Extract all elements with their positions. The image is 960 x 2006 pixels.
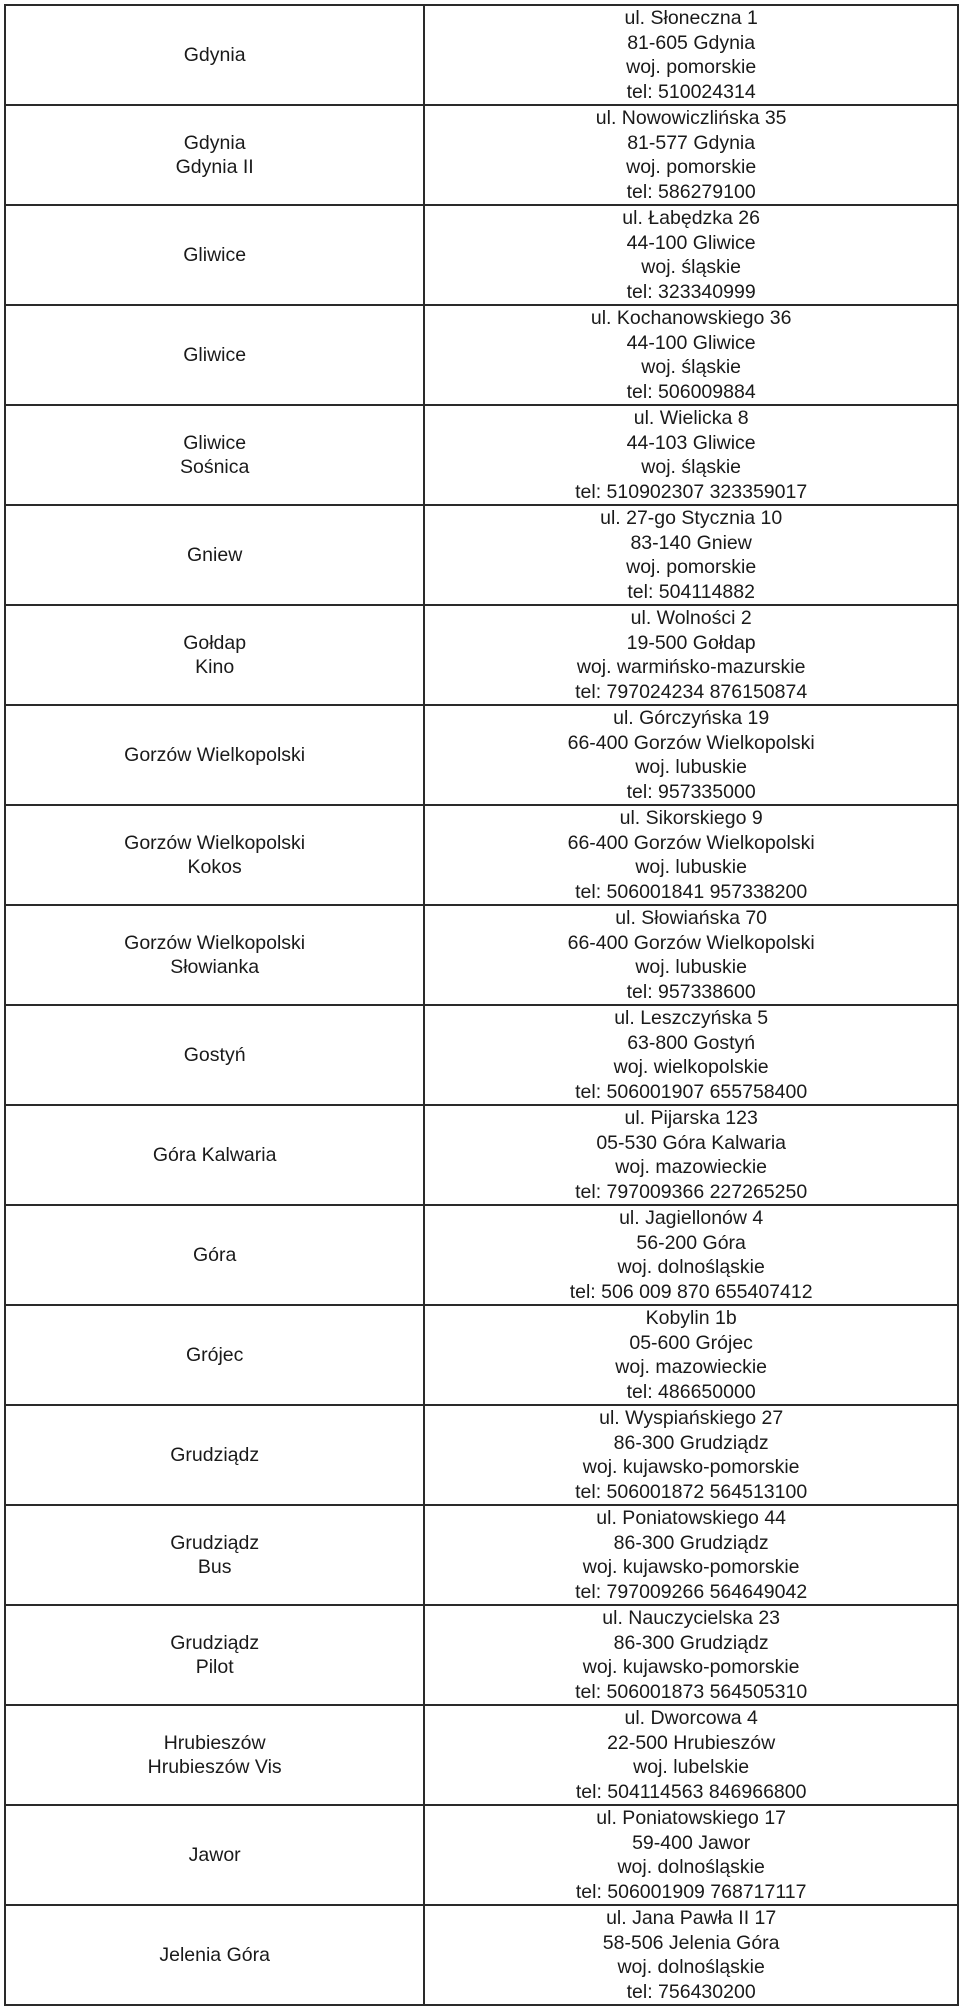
- city-cell: [5, 305, 424, 405]
- city-cell: [5, 105, 424, 205]
- street-address: ul. Nowowiczlińska 35: [595, 107, 787, 129]
- street-address: ul. Słoneczna 1: [624, 7, 758, 29]
- street-address: ul. Wyspiańskiego 27: [599, 1407, 784, 1429]
- city-cell: [5, 1605, 424, 1705]
- phone-number: tel: 510024314: [626, 80, 756, 103]
- postal-code-city: 22-500 Hrubieszów: [607, 1731, 776, 1754]
- city-name: Jelenia Góra: [159, 1943, 270, 1966]
- phone-number: tel: 506009884: [626, 380, 756, 403]
- city-name: Gliwice: [183, 343, 247, 366]
- phone-number: tel: 506001872 564513100: [575, 1480, 808, 1503]
- city-name: Góra Kalwaria: [152, 1143, 277, 1166]
- street-address: ul. Poniatowskiego 44: [596, 1507, 787, 1529]
- table-row: [5, 405, 958, 505]
- address-cell: [424, 1905, 958, 2005]
- city-name: Gorzów Wielkopolski: [124, 931, 306, 954]
- city-name: Grudziądz: [170, 1443, 260, 1466]
- city-cell: [5, 1805, 424, 1905]
- address-cell: [424, 1205, 958, 1305]
- phone-number: tel: 323340999: [626, 280, 756, 303]
- location-table-body: [5, 5, 958, 2005]
- city-name: Gołdap: [183, 631, 247, 654]
- postal-code-city: 44-100 Gliwice: [626, 331, 756, 354]
- street-address: ul. Wolności 2: [630, 607, 752, 629]
- postal-code-city: 66-400 Gorzów Wielkopolski: [567, 831, 815, 854]
- phone-number: tel: 797024234 876150874: [575, 680, 808, 703]
- location-name: Słowianka: [170, 956, 260, 978]
- city-cell: [5, 1505, 424, 1605]
- address-cell: [424, 705, 958, 805]
- table-row: [5, 1805, 958, 1905]
- city-cell: [5, 1005, 424, 1105]
- voivodeship: woj. dolnośląskie: [617, 1256, 765, 1278]
- voivodeship: woj. śląskie: [641, 456, 741, 478]
- street-address: ul. Jagiellonów 4: [619, 1207, 764, 1229]
- postal-code-city: 56-200 Góra: [636, 1231, 746, 1254]
- city-name: Gliwice: [183, 431, 247, 454]
- city-cell: [5, 1205, 424, 1305]
- phone-number: tel: 504114563 846966800: [575, 1780, 807, 1803]
- postal-code-city: 44-103 Gliwice: [626, 431, 756, 454]
- table-row: [5, 805, 958, 905]
- street-address: ul. 27-go Stycznia 10: [600, 507, 783, 529]
- voivodeship: woj. kujawsko-pomorskie: [582, 1456, 800, 1478]
- city-name: Gorzów Wielkopolski: [124, 831, 306, 854]
- postal-code-city: 86-300 Grudziądz: [613, 1531, 769, 1554]
- phone-number: tel: 506001907 655758400: [575, 1080, 808, 1103]
- voivodeship: woj. pomorskie: [626, 56, 757, 78]
- city-cell: [5, 805, 424, 905]
- postal-code-city: 59-400 Jawor: [632, 1831, 751, 1854]
- phone-number: tel: 797009266 564649042: [575, 1580, 808, 1603]
- location-name: Gdynia II: [175, 156, 254, 178]
- table-row: [5, 505, 958, 605]
- city-name: Gostyń: [183, 1043, 246, 1066]
- address-cell: [424, 405, 958, 505]
- phone-number: tel: 756430200: [626, 1980, 756, 2003]
- address-cell: [424, 1005, 958, 1105]
- table-row: [5, 1905, 958, 2005]
- city-name: Jawor: [188, 1843, 241, 1866]
- postal-code-city: 58-506 Jelenia Góra: [602, 1931, 780, 1954]
- address-cell: [424, 105, 958, 205]
- postal-code-city: 05-530 Góra Kalwaria: [596, 1131, 786, 1154]
- voivodeship: woj. pomorskie: [626, 556, 757, 578]
- street-address: ul. Kochanowskiego 36: [590, 307, 792, 329]
- city-name: Góra: [192, 1243, 237, 1266]
- city-cell: [5, 1305, 424, 1405]
- phone-number: tel: 506001909 768717117: [575, 1880, 807, 1903]
- street-address: Kobylin 1b: [645, 1307, 737, 1329]
- postal-code-city: 86-300 Grudziądz: [613, 1631, 769, 1654]
- voivodeship: woj. śląskie: [641, 356, 741, 378]
- table-row: [5, 1305, 958, 1405]
- postal-code-city: 83-140 Gniew: [630, 531, 752, 554]
- city-cell: [5, 1705, 424, 1805]
- table-row: [5, 1505, 958, 1605]
- address-cell: [424, 905, 958, 1005]
- phone-number: tel: 957335000: [626, 780, 756, 803]
- postal-code-city: 66-400 Gorzów Wielkopolski: [567, 731, 815, 754]
- address-cell: [424, 805, 958, 905]
- postal-code-city: 81-577 Gdynia: [627, 131, 756, 154]
- street-address: ul. Nauczycielska 23: [602, 1607, 781, 1629]
- city-name: Gniew: [187, 543, 243, 566]
- street-address: ul. Górczyńska 19: [613, 707, 770, 729]
- voivodeship: woj. mazowieckie: [615, 1356, 768, 1378]
- street-address: ul. Wielicka 8: [633, 407, 749, 429]
- phone-number: tel: 797009366 227265250: [575, 1180, 808, 1203]
- phone-number: tel: 957338600: [626, 980, 756, 1003]
- address-cell: [424, 505, 958, 605]
- location-table: [4, 4, 959, 2006]
- table-row: [5, 205, 958, 305]
- street-address: ul. Pijarska 123: [624, 1107, 758, 1129]
- address-cell: [424, 5, 958, 105]
- table-row: [5, 1005, 958, 1105]
- voivodeship: woj. lubuskie: [635, 756, 747, 778]
- voivodeship: woj. śląskie: [641, 256, 741, 278]
- voivodeship: woj. kujawsko-pomorskie: [582, 1656, 800, 1678]
- location-name: Hrubieszów Vis: [147, 1756, 282, 1778]
- voivodeship: woj. lubuskie: [635, 956, 747, 978]
- city-cell: [5, 5, 424, 105]
- street-address: ul. Sikorskiego 9: [619, 807, 763, 829]
- address-cell: [424, 205, 958, 305]
- table-row: [5, 105, 958, 205]
- city-cell: [5, 1905, 424, 2005]
- table-row: [5, 1105, 958, 1205]
- voivodeship: woj. mazowieckie: [615, 1156, 768, 1178]
- voivodeship: woj. lubelskie: [633, 1756, 750, 1778]
- table-row: [5, 1605, 958, 1705]
- phone-number: tel: 506 009 870 655407412: [569, 1280, 813, 1303]
- table-row: [5, 605, 958, 705]
- address-cell: [424, 1605, 958, 1705]
- voivodeship: woj. wielkopolskie: [613, 1056, 769, 1078]
- postal-code-city: 63-800 Gostyń: [627, 1031, 756, 1054]
- voivodeship: woj. kujawsko-pomorskie: [582, 1556, 800, 1578]
- street-address: ul. Leszczyńska 5: [614, 1007, 769, 1029]
- city-name: Grudziądz: [170, 1631, 260, 1654]
- voivodeship: woj. dolnośląskie: [617, 1956, 765, 1978]
- postal-code-city: 05-600 Grójec: [629, 1331, 753, 1354]
- postal-code-city: 86-300 Grudziądz: [613, 1431, 769, 1454]
- city-name: Gorzów Wielkopolski: [124, 743, 306, 766]
- city-cell: [5, 505, 424, 605]
- location-name: Kokos: [187, 856, 242, 878]
- postal-code-city: 81-605 Gdynia: [627, 31, 756, 54]
- phone-number: tel: 506001841 957338200: [575, 880, 808, 903]
- address-cell: [424, 605, 958, 705]
- phone-number: tel: 504114882: [627, 580, 755, 603]
- city-name: Grudziądz: [170, 1531, 260, 1554]
- voivodeship: woj. warmińsko-mazurskie: [576, 656, 806, 678]
- voivodeship: woj. dolnośląskie: [617, 1856, 765, 1878]
- table-row: [5, 305, 958, 405]
- city-name: Grójec: [185, 1343, 244, 1366]
- street-address: ul. Dworcowa 4: [624, 1707, 758, 1729]
- table-row: [5, 1705, 958, 1805]
- street-address: ul. Poniatowskiego 17: [596, 1807, 787, 1829]
- phone-number: tel: 506001873 564505310: [575, 1680, 808, 1703]
- phone-number: tel: 510902307 323359017: [575, 480, 808, 503]
- street-address: ul. Jana Pawła II 17: [606, 1907, 777, 1929]
- city-name: Gdynia: [183, 131, 246, 154]
- phone-number: tel: 486650000: [626, 1380, 756, 1403]
- address-cell: [424, 1405, 958, 1505]
- address-cell: [424, 1305, 958, 1405]
- address-cell: [424, 1105, 958, 1205]
- postal-code-city: 44-100 Gliwice: [626, 231, 756, 254]
- city-cell: [5, 1105, 424, 1205]
- table-row: [5, 1205, 958, 1305]
- address-cell: [424, 305, 958, 405]
- location-name: Pilot: [195, 1656, 234, 1678]
- street-address: ul. Łabędzka 26: [622, 207, 760, 229]
- city-cell: [5, 905, 424, 1005]
- voivodeship: woj. lubuskie: [635, 856, 747, 878]
- location-name: Bus: [197, 1556, 232, 1578]
- city-name: Hrubieszów: [163, 1731, 266, 1754]
- city-name: Gdynia: [183, 43, 246, 66]
- city-cell: [5, 705, 424, 805]
- address-cell: [424, 1505, 958, 1605]
- table-row: [5, 905, 958, 1005]
- street-address: ul. Słowiańska 70: [615, 907, 768, 929]
- address-cell: [424, 1805, 958, 1905]
- city-name: Gliwice: [183, 243, 247, 266]
- address-cell: [424, 1705, 958, 1805]
- city-cell: [5, 605, 424, 705]
- city-cell: [5, 205, 424, 305]
- table-row: [5, 705, 958, 805]
- voivodeship: woj. pomorskie: [626, 156, 757, 178]
- postal-code-city: 66-400 Gorzów Wielkopolski: [567, 931, 815, 954]
- city-cell: [5, 1405, 424, 1505]
- city-cell: [5, 405, 424, 505]
- table-row: [5, 5, 958, 105]
- postal-code-city: 19-500 Gołdap: [626, 631, 756, 654]
- phone-number: tel: 586279100: [626, 180, 756, 203]
- location-name: Sośnica: [179, 456, 250, 478]
- location-name: Kino: [195, 656, 235, 678]
- table-row: [5, 1405, 958, 1505]
